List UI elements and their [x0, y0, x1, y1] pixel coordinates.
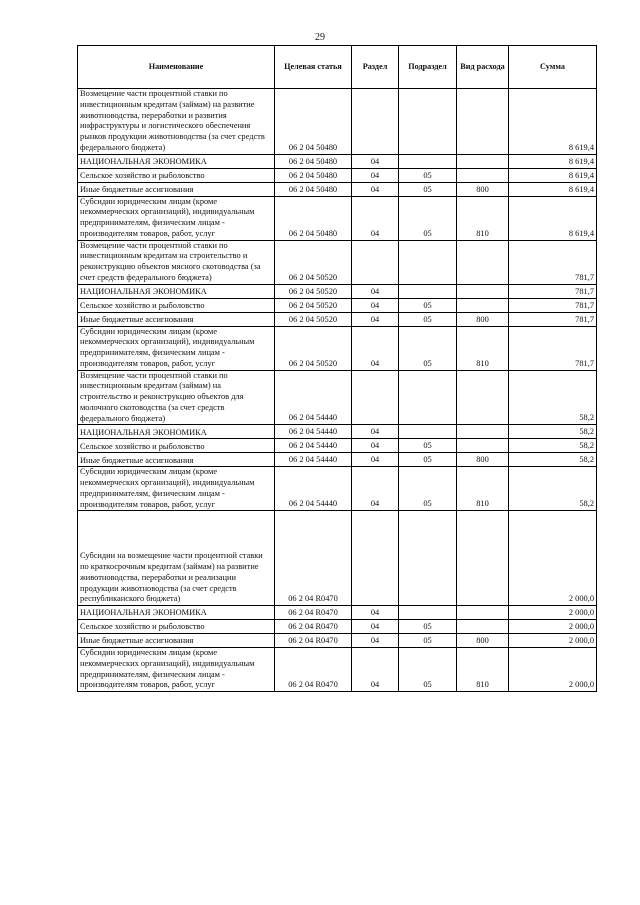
table-row	[78, 511, 597, 606]
cell-name: Сельское хозяйство и рыболовство	[78, 298, 275, 312]
cell-subsection: 05	[399, 439, 457, 453]
cell-target-article: 06 2 04 R0470	[275, 620, 352, 634]
cell-expense-type	[457, 511, 509, 606]
cell-subsection	[399, 425, 457, 439]
cell-target-article: 06 2 04 50520	[275, 284, 352, 298]
cell-subsection	[399, 89, 457, 155]
cell-section: 04	[352, 439, 399, 453]
cell-subsection: 05	[399, 326, 457, 370]
cell-expense-type	[457, 620, 509, 634]
cell-sum: 2 000,0	[509, 606, 597, 620]
header-sum: Сумма	[509, 46, 597, 89]
cell-subsection	[399, 606, 457, 620]
cell-subsection	[399, 154, 457, 168]
cell-sum: 8 619,4	[509, 168, 597, 182]
cell-section: 04	[352, 168, 399, 182]
table-row	[78, 182, 597, 196]
cell-name: Иные бюджетные ассигнования	[78, 312, 275, 326]
table-row	[78, 439, 597, 453]
cell-expense-type: 810	[457, 326, 509, 370]
cell-subsection: 05	[399, 620, 457, 634]
cell-expense-type: 810	[457, 467, 509, 511]
cell-name: НАЦИОНАЛЬНАЯ ЭКОНОМИКА	[78, 425, 275, 439]
cell-sum: 2 000,0	[509, 620, 597, 634]
cell-name: НАЦИОНАЛЬНАЯ ЭКОНОМИКА	[78, 154, 275, 168]
cell-section	[352, 240, 399, 284]
table-row	[78, 453, 597, 467]
cell-section	[352, 370, 399, 425]
cell-target-article: 06 2 04 54440	[275, 370, 352, 425]
cell-subsection: 05	[399, 453, 457, 467]
cell-section	[352, 89, 399, 155]
cell-expense-type: 800	[457, 453, 509, 467]
cell-subsection: 05	[399, 648, 457, 692]
table-row	[78, 298, 597, 312]
cell-target-article: 06 2 04 50480	[275, 168, 352, 182]
table-row	[78, 89, 597, 155]
cell-expense-type	[457, 298, 509, 312]
cell-expense-type: 810	[457, 196, 509, 240]
table-row	[78, 648, 597, 692]
table-row	[78, 168, 597, 182]
cell-expense-type	[457, 439, 509, 453]
cell-sum: 781,7	[509, 284, 597, 298]
cell-name: Субсидии юридическим лицам (кроме некоммерческих организаций), индивидуальным предпринимателям, физическим лицам - производителям товаров, работ, услуг	[78, 467, 275, 511]
cell-sum: 2 000,0	[509, 634, 597, 648]
cell-name: Субсидии юридическим лицам (кроме некоммерческих организаций), индивидуальным предпринимателям, физическим лицам - производителям товаров, работ, услуг	[78, 648, 275, 692]
table-row	[78, 154, 597, 168]
cell-subsection: 05	[399, 312, 457, 326]
header-target-article: Целевая статья	[275, 46, 352, 89]
cell-sum: 8 619,4	[509, 182, 597, 196]
cell-section: 04	[352, 196, 399, 240]
cell-name: Возмещение части процентной ставки по инвестиционным кредитам (займам) на строительство и реконструкцию объектов для молочного скотоводства (за счет средств федерального бюджета)	[78, 370, 275, 425]
cell-subsection	[399, 370, 457, 425]
cell-subsection: 05	[399, 196, 457, 240]
table-row	[78, 467, 597, 511]
header-expense-type: Вид расхода	[457, 46, 509, 89]
cell-section: 04	[352, 467, 399, 511]
cell-subsection: 05	[399, 298, 457, 312]
cell-name: Сельское хозяйство и рыболовство	[78, 168, 275, 182]
cell-sum: 781,7	[509, 240, 597, 284]
cell-target-article: 06 2 04 50480	[275, 154, 352, 168]
cell-name: Возмещение части процентной ставки по инвестиционным кредитам (займам) на развитие животноводства, переработки и развития инфраструктуры и логистического обеспечения рынков продукции животноводства (за счет средств федерального бюджета)	[78, 89, 275, 155]
header-name: Наименование	[78, 46, 275, 89]
page-number: 29	[315, 32, 325, 43]
cell-expense-type	[457, 240, 509, 284]
cell-section: 04	[352, 648, 399, 692]
cell-sum: 58,2	[509, 467, 597, 511]
table-row	[78, 326, 597, 370]
cell-name: Иные бюджетные ассигнования	[78, 182, 275, 196]
cell-subsection: 05	[399, 168, 457, 182]
cell-name: Иные бюджетные ассигнования	[78, 453, 275, 467]
cell-target-article: 06 2 04 R0470	[275, 606, 352, 620]
table-row	[78, 620, 597, 634]
cell-name: Сельское хозяйство и рыболовство	[78, 620, 275, 634]
cell-name: Субсидии юридическим лицам (кроме некоммерческих организаций), индивидуальным предпринимателям, физическим лицам - производителям товаров, работ, услуг	[78, 196, 275, 240]
cell-section: 04	[352, 284, 399, 298]
cell-sum: 58,2	[509, 425, 597, 439]
cell-target-article: 06 2 04 50480	[275, 196, 352, 240]
table-row	[78, 196, 597, 240]
cell-expense-type	[457, 168, 509, 182]
cell-expense-type	[457, 606, 509, 620]
cell-subsection	[399, 511, 457, 606]
cell-target-article: 06 2 04 R0470	[275, 511, 352, 606]
cell-expense-type: 810	[457, 648, 509, 692]
cell-section: 04	[352, 606, 399, 620]
cell-subsection	[399, 240, 457, 284]
cell-name: Сельское хозяйство и рыболовство	[78, 439, 275, 453]
cell-expense-type	[457, 425, 509, 439]
cell-expense-type	[457, 370, 509, 425]
cell-section: 04	[352, 312, 399, 326]
cell-section: 04	[352, 182, 399, 196]
cell-name: НАЦИОНАЛЬНАЯ ЭКОНОМИКА	[78, 606, 275, 620]
cell-target-article: 06 2 04 54440	[275, 453, 352, 467]
table-row	[78, 370, 597, 425]
cell-expense-type	[457, 284, 509, 298]
cell-sum: 2 000,0	[509, 511, 597, 606]
cell-sum: 58,2	[509, 439, 597, 453]
cell-name: Субсидии на возмещение части процентной ставки по краткосрочным кредитам (займам) на развитие животноводства, переработки и реализации продукции животноводства (за счет средств республиканского бюджета)	[78, 511, 275, 606]
cell-target-article: 06 2 04 50480	[275, 182, 352, 196]
cell-target-article: 06 2 04 54440	[275, 439, 352, 453]
cell-sum: 781,7	[509, 326, 597, 370]
cell-sum: 781,7	[509, 298, 597, 312]
cell-name: Возмещение части процентной ставки по инвестиционным кредитам на строительство и реконструкцию объектов мясного скотоводства (за счет средств федерального бюджета)	[78, 240, 275, 284]
cell-section	[352, 511, 399, 606]
cell-section: 04	[352, 154, 399, 168]
cell-name: Иные бюджетные ассигнования	[78, 634, 275, 648]
cell-target-article: 06 2 04 54440	[275, 425, 352, 439]
cell-section: 04	[352, 634, 399, 648]
header-section: Раздел	[352, 46, 399, 89]
cell-expense-type	[457, 154, 509, 168]
cell-name: НАЦИОНАЛЬНАЯ ЭКОНОМИКА	[78, 284, 275, 298]
cell-subsection: 05	[399, 634, 457, 648]
cell-section: 04	[352, 453, 399, 467]
cell-section: 04	[352, 425, 399, 439]
cell-sum: 8 619,4	[509, 196, 597, 240]
table-row	[78, 606, 597, 620]
cell-subsection	[399, 284, 457, 298]
cell-section: 04	[352, 326, 399, 370]
cell-target-article: 06 2 04 50520	[275, 326, 352, 370]
cell-expense-type: 800	[457, 312, 509, 326]
budget-table	[77, 45, 597, 692]
cell-expense-type: 800	[457, 182, 509, 196]
table-body	[78, 89, 597, 692]
table-header	[78, 46, 597, 89]
table-row	[78, 240, 597, 284]
cell-target-article: 06 2 04 50520	[275, 298, 352, 312]
cell-subsection: 05	[399, 467, 457, 511]
cell-target-article: 06 2 04 50520	[275, 240, 352, 284]
table-row	[78, 312, 597, 326]
header-subsection: Подраздел	[399, 46, 457, 89]
cell-section: 04	[352, 298, 399, 312]
cell-target-article: 06 2 04 50480	[275, 89, 352, 155]
cell-subsection: 05	[399, 182, 457, 196]
table-row	[78, 284, 597, 298]
cell-target-article: 06 2 04 54440	[275, 467, 352, 511]
table-row	[78, 425, 597, 439]
cell-target-article: 06 2 04 50520	[275, 312, 352, 326]
cell-expense-type	[457, 89, 509, 155]
cell-name: Субсидии юридическим лицам (кроме некоммерческих организаций), индивидуальным предпринимателям, физическим лицам - производителям товаров, работ, услуг	[78, 326, 275, 370]
cell-target-article: 06 2 04 R0470	[275, 648, 352, 692]
cell-sum: 58,2	[509, 453, 597, 467]
cell-sum: 2 000,0	[509, 648, 597, 692]
cell-sum: 8 619,4	[509, 154, 597, 168]
cell-section: 04	[352, 620, 399, 634]
cell-sum: 58,2	[509, 370, 597, 425]
cell-expense-type: 800	[457, 634, 509, 648]
cell-sum: 8 619,4	[509, 89, 597, 155]
cell-sum: 781,7	[509, 312, 597, 326]
cell-target-article: 06 2 04 R0470	[275, 634, 352, 648]
table-row	[78, 634, 597, 648]
